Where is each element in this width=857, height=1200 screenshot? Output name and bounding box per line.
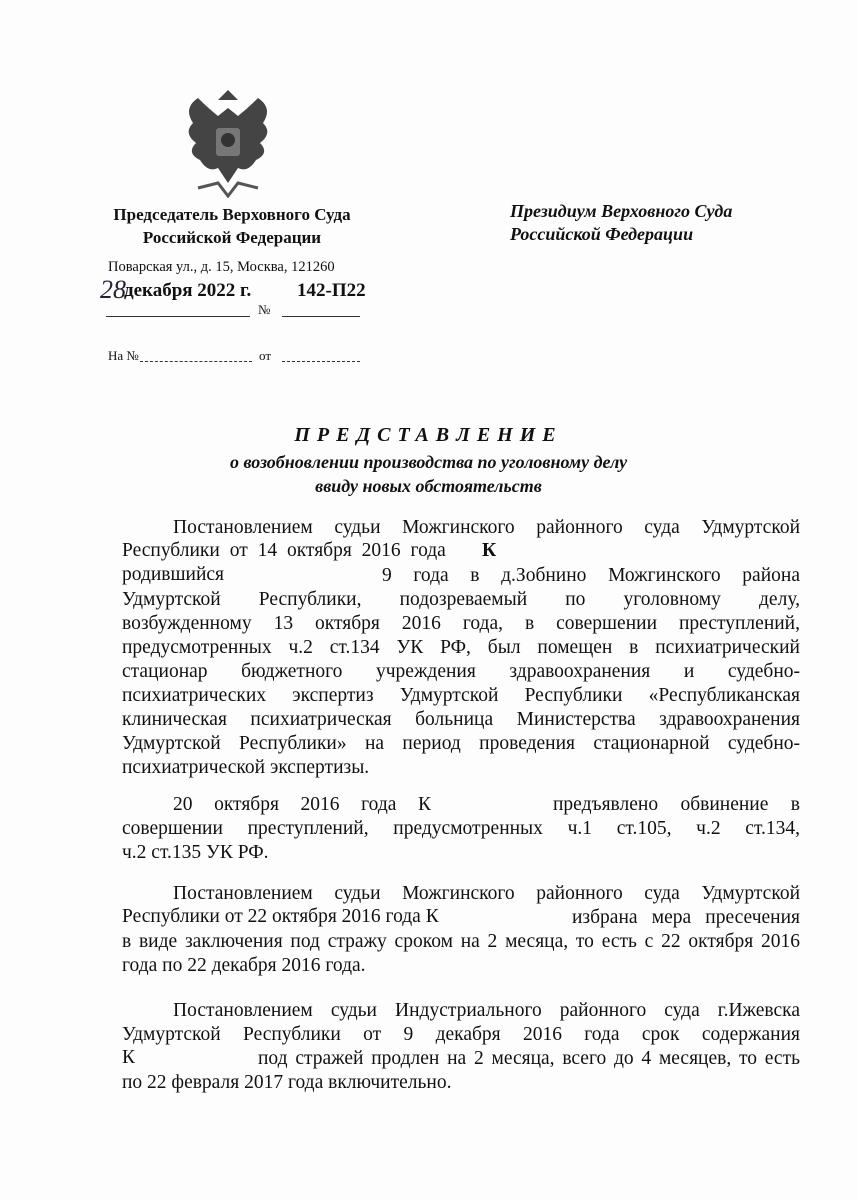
text-line: Удмуртской Республики» на период проведения стационарной судебно- <box>122 733 800 754</box>
reference-from-label: от <box>259 348 272 363</box>
document-subtitle-line1: о возобновлении производства по уголовному делу <box>229 452 628 472</box>
handwritten-day: 28 <box>100 275 126 304</box>
sender-title-line1: Председатель Верховного Суда <box>113 205 351 224</box>
text-line: под стражей продлен на 2 месяца, всего до 4 месяцев, то есть <box>258 1048 800 1069</box>
number-sign: № <box>258 302 271 317</box>
text-line: в виде заключения под стражу сроком на 2 месяца, то есть с 22 октября 2016 <box>122 931 800 952</box>
text-line: родившийся <box>122 564 225 585</box>
document-date: декабря 2022 г. <box>124 280 252 301</box>
text-line: по 22 февраля 2017 года включительно. <box>122 1072 452 1093</box>
text-line: 9 года в д.Зобнино Можгинского района <box>382 565 800 586</box>
text-line: Удмуртской Республики, подозреваемый по уголовному делу, <box>122 589 800 610</box>
text-line: возбужденному 13 октября 2016 года, в совершении преступлений, <box>122 613 800 634</box>
text-line: совершении преступлений, предусмотренных ч.1 ст.105, ч.2 ст.134, <box>122 818 800 839</box>
document-title: ПРЕДСТАВЛЕНИЕ <box>294 424 563 446</box>
text-line: 20 октября 2016 года К <box>173 794 431 815</box>
text-line: стационар бюджетного учреждения здравоохранения и судебно- <box>122 661 800 682</box>
document-number: 142-П22 <box>297 280 366 301</box>
text-line: Республики от 14 октября 2016 года <box>122 540 446 561</box>
text-line: психиатрических экспертиз Удмуртской Республики «Республиканская <box>122 685 800 706</box>
text-line: Постановлением судьи Индустриального районного суда г.Ижевска <box>173 1000 800 1021</box>
reference-label: На № <box>108 348 139 363</box>
text-line: Постановлением судьи Можгинского районного суда Удмуртской <box>173 517 800 538</box>
text-line: Удмуртской Республики от 9 декабря 2016 года срок содержания <box>122 1024 800 1045</box>
document-subtitle-line2: ввиду новых обстоятельств <box>315 476 542 496</box>
recipient-line2: Российской Федерации <box>510 224 694 244</box>
text-line: избрана мера пресечения <box>572 907 800 928</box>
text-line: Постановлением судьи Можгинского районного суда Удмуртской <box>173 883 800 904</box>
text-line: предусмотренных ч.2 ст.134 УК РФ, был помещен в психиатрический <box>122 637 800 658</box>
sender-address: Поварская ул., д. 15, Москва, 121260 <box>108 259 335 275</box>
text-line: предъявлено обвинение в <box>553 794 800 815</box>
text-line: ч.2 ст.135 УК РФ. <box>122 842 269 863</box>
recipient-line1: Президиум Верховного Суда <box>510 201 733 221</box>
text-line: психиатрической экспертизы. <box>122 757 370 778</box>
coat-of-arms-emblem <box>178 88 278 198</box>
sender-title-line2: Российской Федерации <box>142 228 322 247</box>
text-line: года по 22 декабря 2016 года. <box>122 955 366 976</box>
text-line: К <box>122 1047 136 1068</box>
text-line: К <box>482 540 497 561</box>
text-line: клиническая психиатрическая больница Министерства здравоохранения <box>122 709 800 730</box>
text-line: Республики от 22 октября 2016 года К <box>122 906 439 927</box>
